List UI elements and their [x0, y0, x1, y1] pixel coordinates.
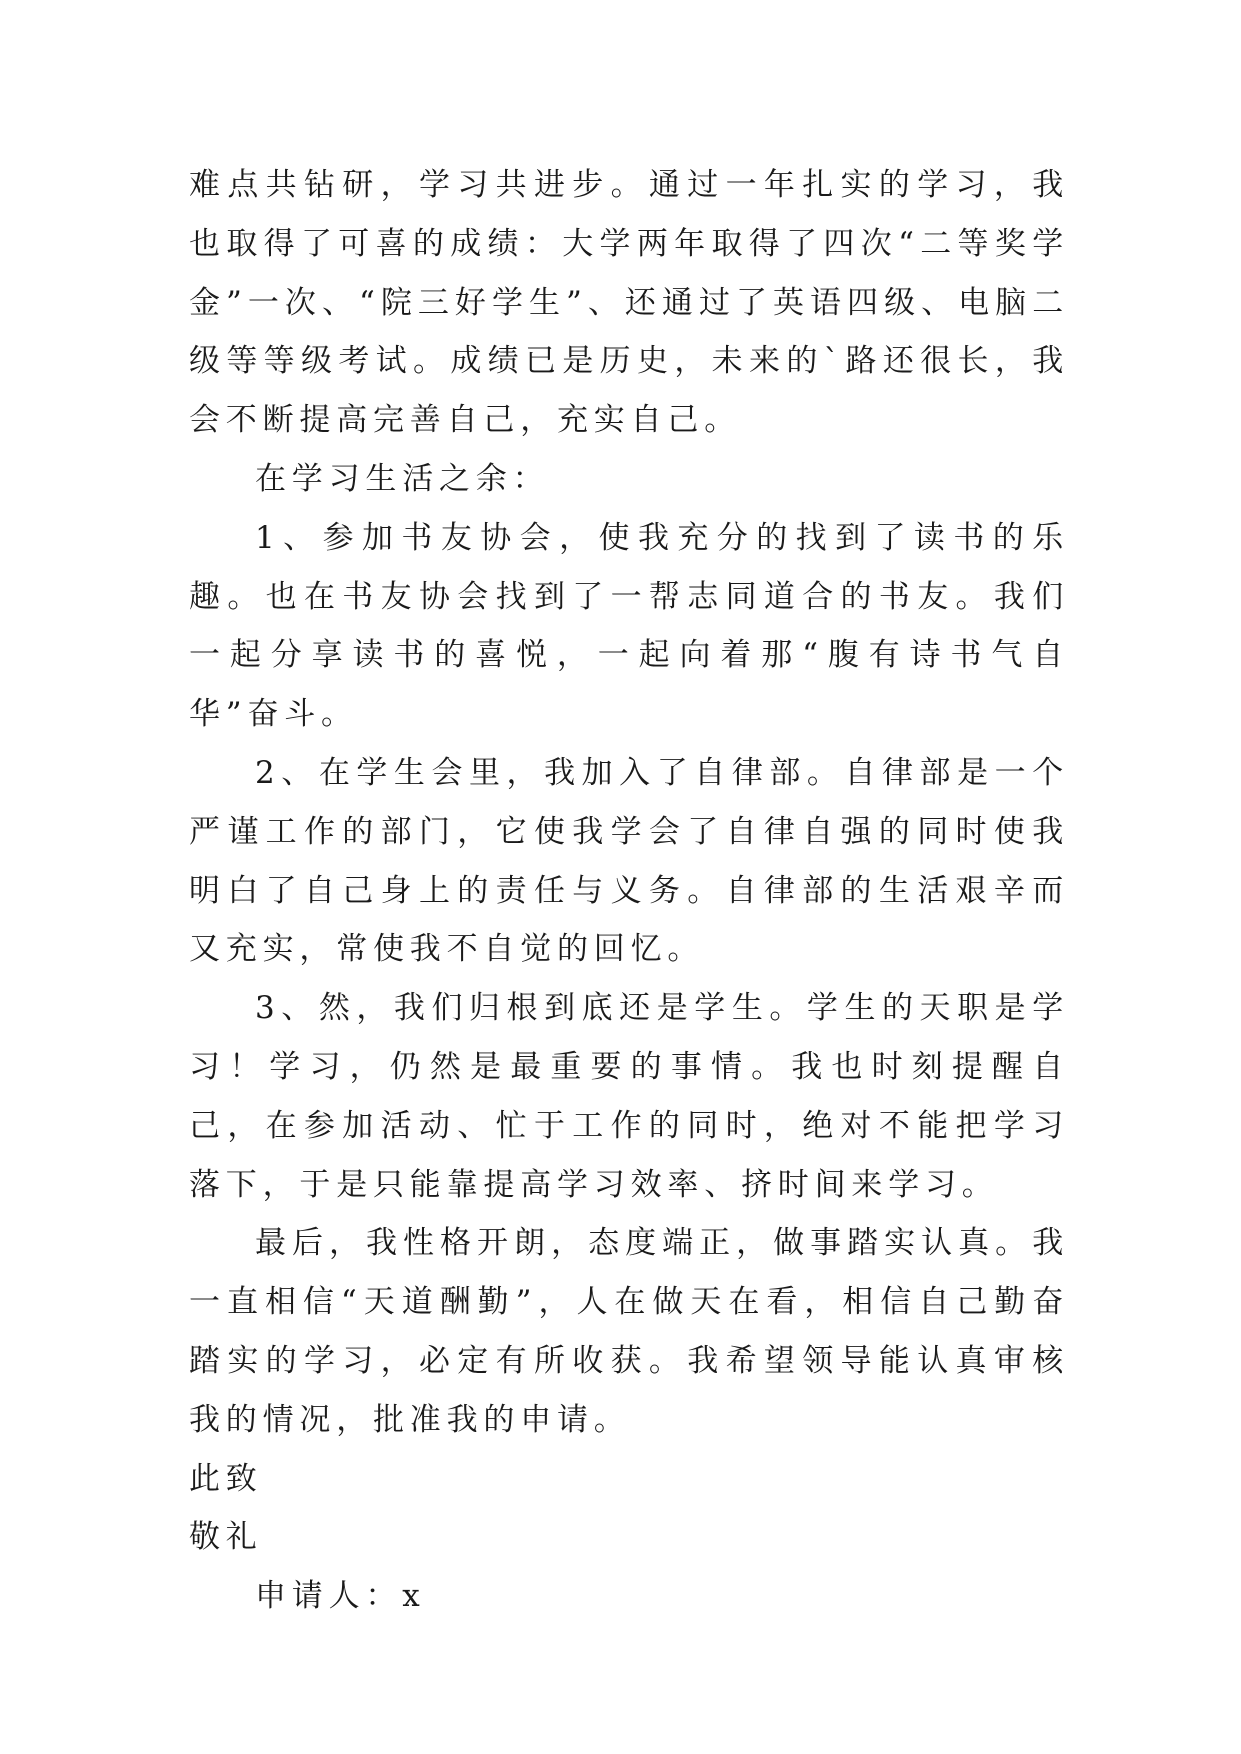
paragraph-achievements: 难点共钻研，学习共进步。通过一年扎实的学习，我也取得了可喜的成绩：大学两年取得了四次“二等奖学金”一次、“院三好学生”、还通过了英语四级、电脑二级等等级考试。成绩已是历史，未来的`路还很长，我会不断提高完善自己，充实自己。 — [189, 167, 1069, 439]
paragraph-conclusion: 最后，我性格开朗，态度端正，做事踏实认真。我一直相信“天道酬勤”，人在做天在看，相信自己勤奋踏实的学习，必定有所收获。我希望领导能认真审核我的情况，批准我的申请。 — [189, 1225, 1069, 1438]
paragraph-book-club: 1、参加书友协会，使我充分的找到了读书的乐趣。也在书友协会找到了一帮志同道合的书友。我们一起分享读书的喜悦，一起向着那“腹有诗书气自华”奋斗。 — [189, 519, 1069, 733]
closing-regards: 敬礼 — [189, 1519, 263, 1556]
letter-body — [189, 156, 1069, 1626]
signature-line: 申请人：x — [255, 1578, 426, 1615]
paragraph-student-union: 2、在学生会里，我加入了自律部。自律部是一个严谨工作的部门，它使我学会了自律自强的同时使我明白了自己身上的责任与义务。自律部的生活艰辛而又充实，常使我不自觉的回忆。 — [189, 754, 1069, 968]
paragraph-study-priority: 3、然，我们归根到底还是学生。学生的天职是学习！学习，仍然是最重要的事情。我也时刻提醒自己，在参加活动、忙于工作的同时，绝对不能把学习落下，于是只能靠提高学习效率、挤时间来学习。 — [189, 990, 1069, 1203]
closing-salutation: 此致 — [189, 1460, 263, 1497]
paragraph-activities-intro: 在学习生活之余： — [255, 460, 550, 497]
